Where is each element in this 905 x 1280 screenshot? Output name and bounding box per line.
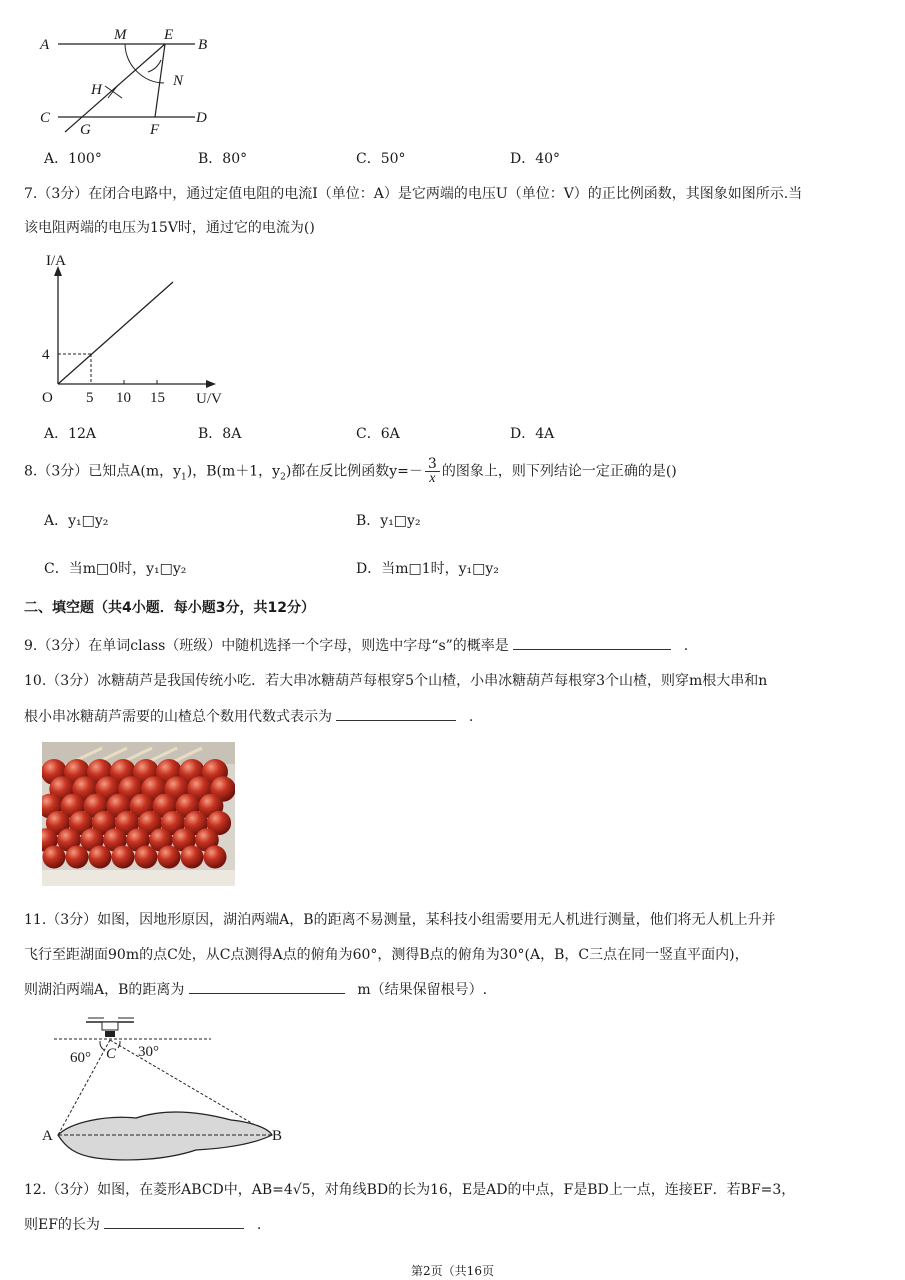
q8-prefix: 8.（3分）已知点A(m，y	[24, 463, 182, 480]
graph-x-tick-15: 15	[150, 390, 165, 406]
q9-end: .	[683, 638, 689, 654]
section2-heading: 二、填空题（共4小题．每小题3分，共12分）	[24, 600, 315, 616]
q10-answer-blank[interactable]	[336, 707, 456, 721]
q8-frac-num: 3	[425, 457, 440, 472]
q7-option-c[interactable]: C．6A	[356, 426, 400, 442]
hawthorn-berry	[43, 846, 66, 869]
q7-current-voltage-graph	[30, 248, 250, 413]
graph-x-tick-10: 10	[116, 390, 131, 406]
page-footer: 第2页（共16页	[411, 1264, 494, 1278]
label-b: B	[198, 37, 208, 53]
q8-option-d[interactable]: D．当m□1时，y₁□y₂	[356, 561, 499, 577]
label-c: C	[40, 110, 51, 126]
q8-fraction	[425, 457, 440, 486]
point-a-label: A	[42, 1128, 53, 1144]
label-h: H	[91, 82, 102, 98]
graph-xlabel: U/V	[196, 391, 222, 407]
q8-text	[24, 457, 677, 492]
q7-text-line2: 该电阻两端的电压为15V时，通过它的电流为()	[24, 220, 315, 236]
graph-origin: O	[42, 390, 53, 406]
point-c-label: C	[106, 1046, 117, 1062]
q11-text-line3: 则湖泊两端A，B的距离为	[24, 982, 185, 998]
q11-drone-lake-figure	[36, 1010, 296, 1165]
q12-text-row2	[24, 1215, 261, 1235]
angle-60-label: 60°	[70, 1050, 91, 1066]
graph-ylabel: I/A	[46, 253, 66, 269]
point-b-label: B	[272, 1128, 283, 1144]
q7-option-b[interactable]: B．8A	[198, 426, 242, 442]
graph-x-tick-5: 5	[86, 390, 94, 406]
q12-end: .	[256, 1217, 262, 1233]
q8-suffix: 的图象上，则下列结论一定正确的是()	[441, 463, 677, 480]
q8-option-c[interactable]: C．当m□0时，y₁□y₂	[44, 561, 187, 577]
q10-text-line2: 根小串冰糖葫芦需要的山楂总个数用代数式表示为	[24, 709, 332, 725]
angle-30-label: 30°	[138, 1044, 159, 1060]
label-m: M	[114, 27, 127, 43]
q12-text-line1: 12.（3分）如图，在菱形ABCD中，AB=4√5，对角线BD的长为16，E是AD的中点，F是BD上一点，连接EF．若BF=3，	[24, 1182, 796, 1198]
label-e: E	[164, 27, 174, 43]
q8-mid: )，B(m＋1，y	[186, 463, 281, 480]
hawthorn-berry	[135, 846, 158, 869]
q10-text-line1: 10.（3分）冰糖葫芦是我国传统小吃．若大串冰糖葫芦每根穿5个山楂，小串冰糖葫芦每根穿3个山楂，则穿m根大串和n	[24, 673, 768, 689]
q9-answer-blank[interactable]	[513, 636, 671, 650]
graph-y-tick: 4	[42, 347, 50, 363]
q8-sub1: 1	[181, 472, 187, 483]
q12-answer-blank[interactable]	[104, 1215, 244, 1229]
label-g: G	[80, 122, 91, 138]
hawthorn-berry	[89, 846, 112, 869]
hawthorn-berry	[158, 846, 181, 869]
hawthorn-berry	[66, 846, 89, 869]
q10-end: .	[468, 709, 474, 725]
q9-text: 9.（3分）在单词class（班级）中随机选择一个字母，则选中字母“s”的概率是	[24, 638, 509, 654]
label-d: D	[196, 110, 207, 126]
q6-geometry-figure	[30, 22, 230, 142]
q10-text-row2	[24, 707, 473, 727]
q11-text-line1: 11.（3分）如图，因地形原因，湖泊两端A，B的距离不易测量，某科技小组需要用无人机进行测量，他们将无人机上升并	[24, 912, 776, 928]
q11-text-row3	[24, 980, 487, 1000]
q8-after: )都在反比例函数y=－	[285, 463, 423, 480]
q9-text-row	[24, 636, 688, 656]
q8-option-a[interactable]: A．y₁□y₂	[44, 513, 109, 529]
drone-icon	[86, 1018, 134, 1037]
q8-sub2: 2	[280, 472, 286, 483]
q8-option-b[interactable]: B．y₁□y₂	[356, 513, 421, 529]
q11-text-line2: 飞行至距湖面90m的点C处，从C点测得A点的俯角为60°，测得B点的俯角为30°(A，B，C三点在同一竖直平面内)，	[24, 947, 749, 963]
q6-option-c[interactable]: C．50°	[356, 151, 406, 167]
hawthorn-berry	[204, 846, 227, 869]
q12-text-line2: 则EF的长为	[24, 1217, 100, 1233]
candied-hawthorn-photo	[42, 742, 235, 886]
q8-frac-den: x	[429, 471, 436, 486]
label-f: F	[150, 122, 160, 138]
q6-option-b[interactable]: B．80°	[198, 151, 248, 167]
label-n: N	[173, 73, 184, 89]
q6-option-d[interactable]: D．40°	[510, 151, 561, 167]
q7-option-d[interactable]: D．4A	[510, 426, 555, 442]
q7-option-a[interactable]: A．12A	[44, 426, 97, 442]
q7-text-line1: 7.（3分）在闭合电路中，通过定值电阻的电流I（单位：A）是它两端的电压U（单位：V）的正比例函数，其图象如图所示.当	[24, 186, 803, 202]
q6-option-a[interactable]: A．100°	[44, 151, 102, 167]
hawthorn-berry	[112, 846, 135, 869]
hawthorn-berries	[42, 759, 235, 869]
hawthorn-berry	[181, 846, 204, 869]
label-a: A	[40, 37, 50, 53]
q11-answer-blank[interactable]	[189, 980, 345, 994]
q11-end: m（结果保留根号）.	[357, 982, 488, 998]
